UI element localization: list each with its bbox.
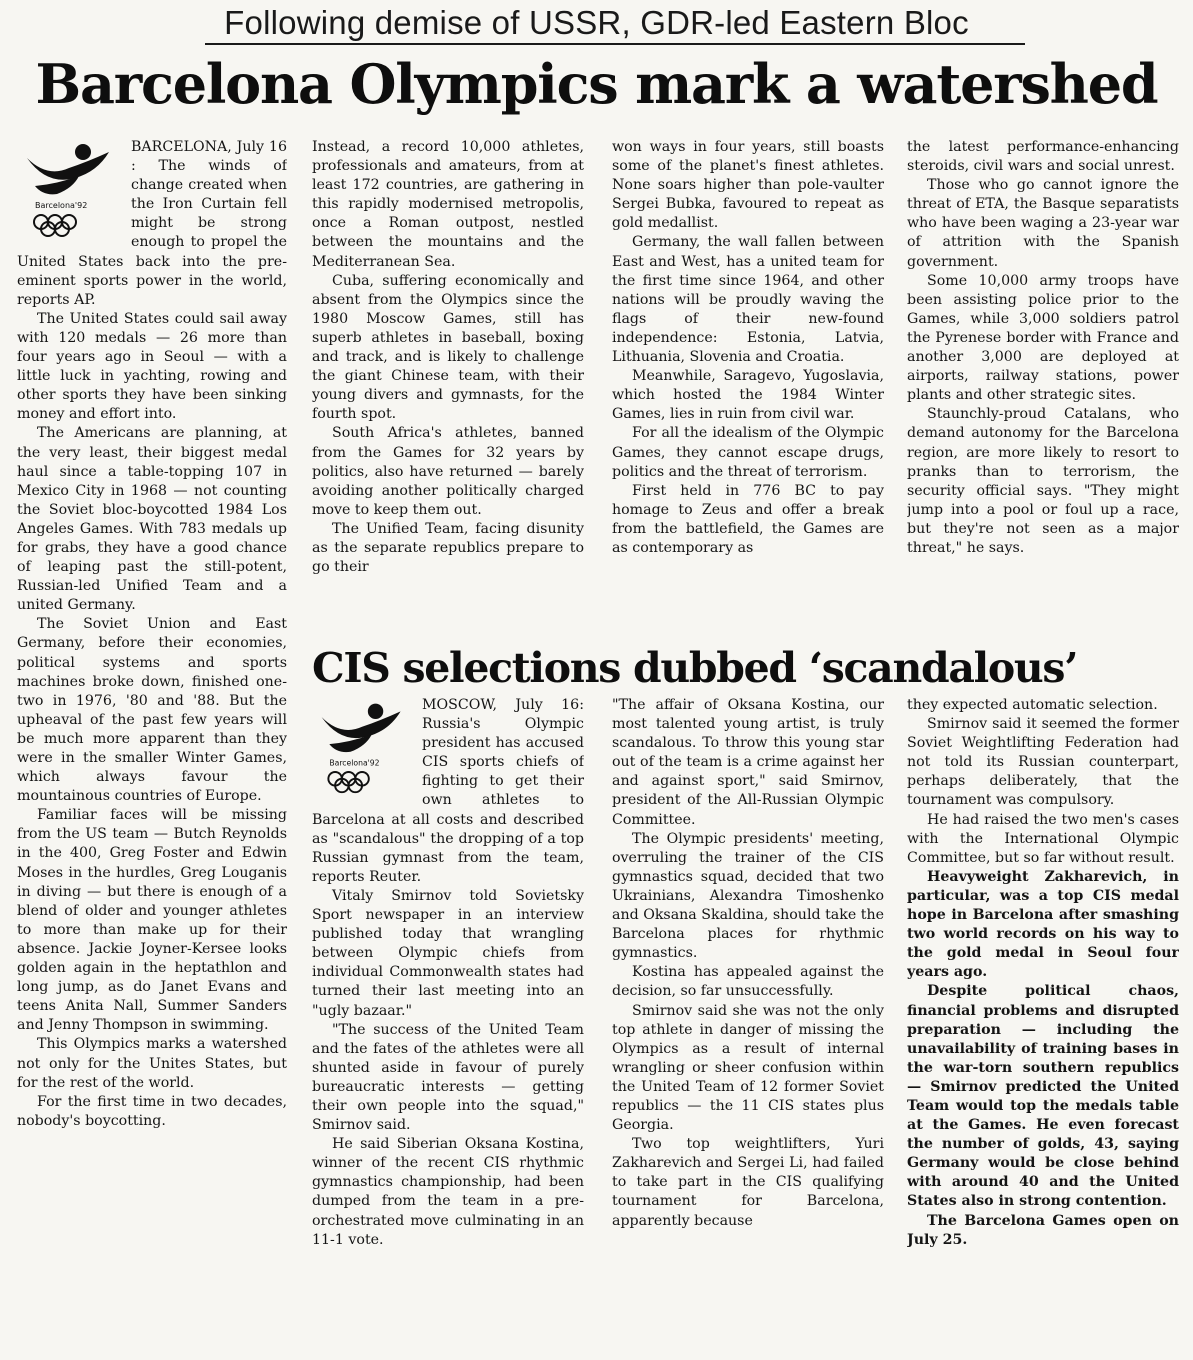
story2-column-2 [312,696,584,1336]
paragraph: BARCELONA, July 16 : The winds of change created when the Iron Curtain fell might be strong enough to propel the United States back into the pre-eminent sports power in the world, reports AP. [17,139,287,308]
paragraph: the latest performance-enhancing steroids, civil wars and social unrest. [907,139,1179,175]
paragraph: For the first time in two decades, nobody's boycotting. [17,1093,287,1129]
paragraph: The Americans are planning, at the very least, their biggest medal haul since a table-topping 107 in Mexico City in 1968 — not counting the Soviet bloc-boycotted 1984 Los Angeles Games. With 783 medals up for grabs, they have a good chance of leaping past the still-potent, Russian-led Unified Team and a united Germany. [17,425,287,614]
paragraph: Despite political chaos, financial problems and disrupted preparation — including the unavailability of training bases in the war-torn southern republics — Smirnov predicted the United Team would top the medals table at the Games. He even forecast the number of golds, 43, saying Germany would be close behind with around 40 and the United States also in strong contention. [907,983,1179,1210]
paragraph: South Africa's athletes, banned from the Games for 32 years by politics, also have returned — barely avoiding another politically charged move to keep them out. [312,425,584,518]
paragraph: Kostina has appealed against the decision, so far unsuccessfully. [612,964,884,1000]
paragraph: Staunchly-proud Catalans, who demand autonomy for the Barcelona region, are more likely to resort to pranks than to terrorism, the security official says. "They might jump into a pool or foul up a race, but they're not seen as a major threat," he says. [907,406,1179,556]
paragraph: Smirnov said she was not the only top athlete in danger of missing the Olympics as a result of internal wrangling or sheer confusion within the United Team of 12 former Soviet republics — the 11 CIS states plus Georgia. [612,1002,884,1134]
paragraph: The Soviet Union and East Germany, before their economies, political systems and sports machines broke down, finished one-two in 1976, '80 and '88. But the upheaval of the past few years will be much more apparent than they were in the smaller Winter Games, which always favour the mountainous countries of Europe. [17,616,287,805]
paragraph: The United States could sail away with 120 medals — 26 more than four years ago in Seoul — with a little luck in yachting, rowing and other sports they have been sinking money and effort into. [17,310,287,423]
paragraph: Smirnov said it seemed the former Soviet Weightlifting Federation had not told its Russian counterpart, perhaps deliberately, that the tournament was compulsory. [907,716,1179,809]
paragraph: For all the idealism of the Olympic Games, they cannot escape drugs, politics and the threat of terrorism. [612,425,884,480]
story1-column-1 [17,138,287,1343]
paragraph: He had raised the two men's cases with the International Olympic Committee, but so far without result. [907,811,1179,866]
paragraph: won ways in four years, still boasts some of the planet's finest athletes. None soars higher than pole-vaulter Sergei Bubka, favoured to repeat as gold medallist. [612,139,884,232]
paragraph: The Barcelona Games open on July 25. [907,1212,1179,1248]
second-headline: CIS selections dubbed ‘scandalous’ [312,644,1078,692]
paragraph: The Olympic presidents' meeting, overruling the trainer of the CIS gymnastics squad, decided that two Ukrainians, Alexandra Timoshenko and Oksana Skaldina, should take the Barcelona places for rhythmic gymnastics. [612,830,884,962]
main-headline: Barcelona Olympics mark a watershed [35,52,1158,116]
paragraph: Germany, the wall fallen between East and West, has a united team for the first time since 1964, and other nations will be proudly waving the flags of their new-found independence: Estonia, Latvia, Lithuania, Slovenia and Croatia. [612,234,884,366]
paragraph: Instead, a record 10,000 athletes, professionals and amateurs, from at least 172 countries, are gathering in this rapidly modernised metropolis, once a Roman outpost, nestled between the mountains and the Mediterranean Sea. [312,139,584,270]
paragraph: Two top weightlifters, Yuri Zakharevich and Sergei Li, had failed to take part in the CIS qualifying tournament for Barcelona, apparently because [612,1136,884,1229]
paragraph: MOSCOW, July 16: Russia's Olympic president has accused CIS sports chiefs of fighting to get their own athletes to Barcelona at all costs and described as "scandalous" the dropping of a top Russian gymnast from the team, reports Reuter. [312,697,584,885]
story2-column-4 [907,696,1179,1336]
olympic-logo-2 [312,696,420,804]
logo-text: Barcelona'92 [329,758,380,768]
paragraph: The Unified Team, facing disunity as the separate republics prepare to go their [312,520,584,576]
story1-column-4 [907,138,1179,638]
paragraph: He said Siberian Oksana Kostina, winner of the recent CIS rhythmic gymnastics championship, had been dumped from the team in a pre-orchestrated move culminating in an 11-1 vote. [312,1136,584,1248]
paragraph: Some 10,000 army troops have been assisting police prior to the Games, while 3,000 soldiers patrol the Pyrenese border with France and another 3,000 are deployed at airports, railway stations, power plants and other strategic sites. [907,272,1179,404]
paragraph: Heavyweight Zakharevich, in particular, was a top CIS medal hope in Barcelona after smashing two world records on his way to the gold medal in Seoul four years ago. [907,868,1179,981]
paragraph: First held in 776 BC to pay homage to Zeus and offer a break from the battlefield, the Games are as contemporary as [612,482,884,556]
paragraph: Meanwhile, Saragevo, Yugoslavia, which hosted the 1984 Winter Games, lies in ruin from civil war. [612,368,884,423]
story1-column-2 [312,138,584,638]
paragraph: Cuba, suffering economically and absent from the Olympics since the 1980 Moscow Games, still has superb athletes in baseball, boxing and track, and is likely to challenge the giant Chinese team, with their young divers and gymnasts, for the fourth spot. [312,272,584,423]
paragraph: "The affair of Oksana Kostina, our most talented young artist, is truly scandalous. To throw this young star out of the team is a crime against her and against sport," said Smirnov, president of the All-Russian Olympic Committee. [612,697,884,828]
logo-text: Barcelona'92 [35,201,88,210]
olympic-logo-1 [17,138,129,250]
paragraph: "The success of the United Team and the fates of the athletes were all shunted aside in favour of purely bureaucratic interests — getting their own people into the squad," Smirnov said. [312,1021,584,1134]
story1-column-3 [612,138,884,638]
paragraph: Those who go cannot ignore the threat of ETA, the Basque separatists who have been waging a 23-year war of attrition with the Spanish government. [907,177,1179,270]
paragraph: Familiar faces will be missing from the US team — Butch Reynolds in the 400, Greg Foster and Edwin Moses in the hurdles, Greg Louganis in diving — but there is enough of a blend of older and younger athletes to more than make up for their absence. Jackie Joyner-Kersee looks golden again in the heptathlon and long jump, as do Janet Evans and teens Anita Nall, Summer Sanders and Jenny Thompson in swimming. [17,807,287,1034]
kicker-headline: Following demise of USSR, GDR-led Eastern Bloc [224,4,969,41]
story1-column-1-text [17,138,287,1131]
story2-column-3 [612,696,884,1336]
paragraph: This Olympics marks a watershed not only for the Unites States, but for the rest of the world. [17,1036,287,1091]
paragraph: they expected automatic selection. [907,697,1158,713]
paragraph: Vitaly Smirnov told Sovietsky Sport newspaper in an interview published today that wrangling between Olympic chiefs from individual Commonwealth states had turned their last meeting into an "ugly bazaar." [312,887,584,1019]
kicker-rule [205,43,1025,45]
